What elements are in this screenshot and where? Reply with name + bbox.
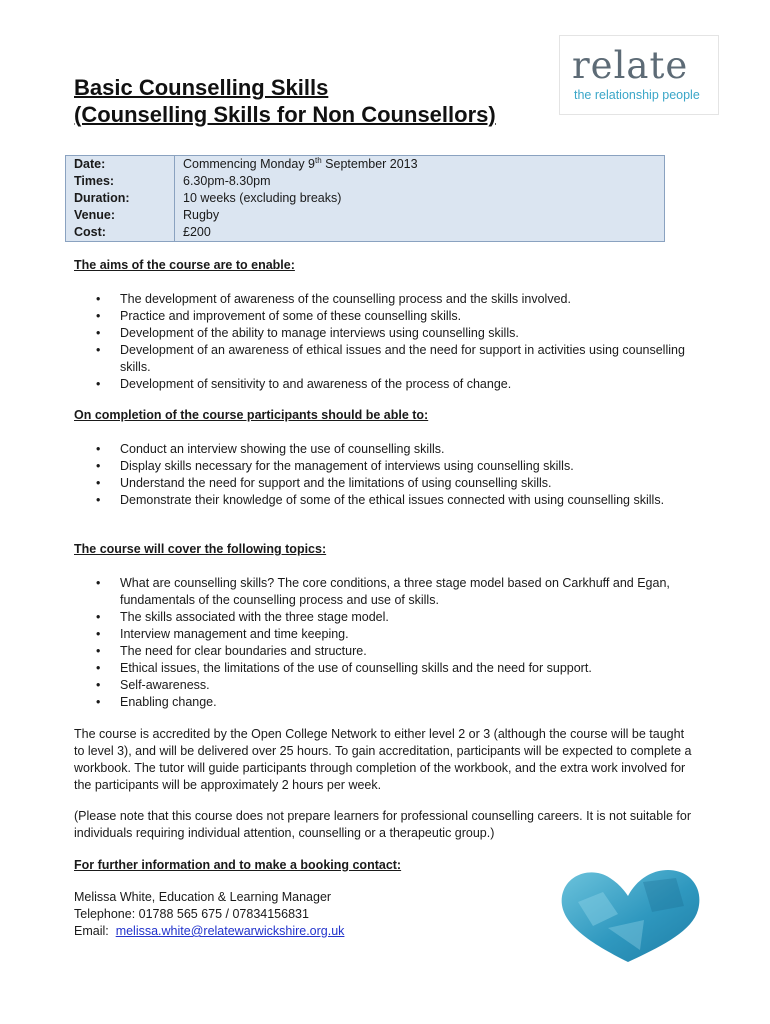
list-item: • Demonstrate their knowledge of some of the ethical issues connected with using counselling skills.	[74, 492, 694, 509]
list-item: • Ethical issues, the limitations of the use of counselling skills and the need for support.	[74, 660, 694, 677]
accreditation-paragraph: The course is accredited by the Open College Network to either level 2 or 3 (although the course will be taught to level 3), and will be delivered over 25 hours. To gain accreditation, participants will be expected to complete a workbook. The tutor will guide participants through completion of the workbook, and the extra work involved for the participants will be approximately 2 hours per week.	[74, 727, 692, 792]
email-link[interactable]: melissa.white@relatewarwickshire.org.uk	[115, 924, 345, 938]
details-row-times	[66, 173, 665, 190]
course-details-table	[65, 155, 665, 242]
detail-value: Commencing Monday 9th September 2013	[183, 155, 418, 171]
list-item: • Interview management and time keeping.	[74, 626, 694, 643]
detail-value: £200	[183, 225, 211, 239]
note-paragraph: (Please note that this course does not prepare learners for professional counselling careers. It is not suitable for individuals requiring individual attention, counselling or a therapeutic group.)	[74, 809, 692, 840]
details-row-date	[66, 156, 665, 174]
list-item: • What are counselling skills? The core conditions, a three stage model based on Carkhuff and Egan, fundamentals of the counselling process and use of skills.	[74, 575, 694, 609]
title-line-1: Basic Counselling Skills	[74, 75, 329, 100]
list-item: • Development of an awareness of ethical issues and the need for support in activities using counselling skills.	[74, 342, 694, 376]
list-item: • Conduct an interview showing the use of counselling skills.	[74, 441, 694, 458]
details-row-duration	[66, 190, 665, 207]
detail-label: Venue:	[66, 207, 175, 224]
list-item: • The skills associated with the three stage model.	[74, 609, 694, 626]
list-item: • Development of the ability to manage interviews using counselling skills.	[74, 325, 694, 342]
topics-heading: The course will cover the following topics:	[74, 542, 327, 556]
detail-label: Duration:	[66, 190, 175, 207]
heart-icon	[548, 862, 708, 974]
list-item: • Display skills necessary for the management of interviews using counselling skills.	[74, 458, 694, 475]
list-item: • The need for clear boundaries and structure.	[74, 643, 694, 660]
aims-list	[74, 291, 694, 393]
list-item: • The development of awareness of the counselling process and the skills involved.	[74, 291, 694, 308]
logo-wordmark: relate	[572, 44, 689, 87]
details-row-cost	[66, 224, 665, 242]
relate-logo	[559, 35, 719, 115]
completion-list	[74, 441, 694, 509]
details-row-venue	[66, 207, 665, 224]
contact-telephone: Telephone: 01788 565 675 / 07834156831	[74, 907, 309, 921]
aims-heading: The aims of the course are to enable:	[74, 258, 295, 272]
detail-label: Date:	[66, 156, 175, 174]
detail-value: Rugby	[183, 208, 220, 222]
list-item: • Enabling change.	[74, 694, 694, 711]
topics-list	[74, 575, 694, 711]
contact-email-line	[74, 923, 474, 940]
email-label: Email:	[74, 924, 116, 938]
completion-heading: On completion of the course participants should be able to:	[74, 408, 429, 422]
page-title	[74, 74, 544, 128]
contact-heading: For further information and to make a booking contact:	[74, 858, 402, 872]
list-item: • Understand the need for support and the limitations of using counselling skills.	[74, 475, 694, 492]
contact-name: Melissa White, Education & Learning Manager	[74, 890, 332, 904]
detail-value: 6.30pm-8.30pm	[183, 174, 271, 188]
logo-tagline: the relationship people	[574, 88, 700, 102]
detail-label: Times:	[66, 173, 175, 190]
list-item: • Development of sensitivity to and awareness of the process of change.	[74, 376, 694, 393]
contact-block	[74, 889, 474, 940]
list-item: • Practice and improvement of some of these counselling skills.	[74, 308, 694, 325]
title-line-2: (Counselling Skills for Non Counsellors)	[74, 102, 496, 127]
list-item: • Self-awareness.	[74, 677, 694, 694]
detail-value: 10 weeks (excluding breaks)	[183, 191, 342, 205]
detail-label: Cost:	[66, 224, 175, 242]
